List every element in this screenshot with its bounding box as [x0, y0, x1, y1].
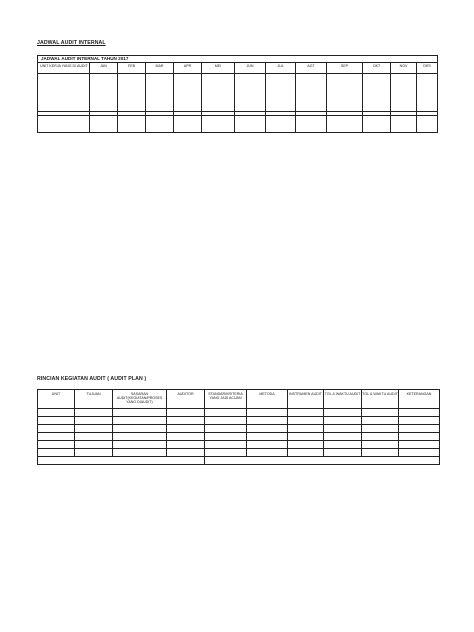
month-header: JAN — [90, 63, 118, 74]
table-row — [38, 433, 440, 441]
month-header: APR — [174, 63, 202, 74]
table-row — [38, 449, 440, 457]
plan-column-header: METODA — [247, 390, 288, 409]
month-header: SEP — [327, 63, 363, 74]
table-row — [38, 74, 438, 112]
schedule-heading: JADWAL AUDIT INTERNAL — [37, 40, 106, 46]
table-row — [38, 116, 438, 133]
table-row — [38, 425, 440, 433]
month-header: MAR — [146, 63, 174, 74]
month-header: JUL — [266, 63, 296, 74]
month-header: NOV — [391, 63, 417, 74]
table-row — [38, 441, 440, 449]
month-header: OKT — [363, 63, 391, 74]
month-header: DES — [417, 63, 438, 74]
unit-column-header: UNIT KERJA YANG DI AUDIT — [38, 63, 90, 74]
table-row — [38, 457, 440, 465]
audit-schedule-table — [37, 55, 438, 133]
schedule-table-title: JADWAL AUDIT INTERNAL TAHUN 2017 — [38, 56, 438, 63]
table-row — [38, 409, 440, 417]
table-row — [38, 417, 440, 425]
plan-column-header: TUJUAN — [75, 390, 113, 409]
plan-column-header: TGL & WAKTU AUDIT — [362, 390, 399, 409]
month-header: MEI — [202, 63, 235, 74]
month-header: FEB — [118, 63, 146, 74]
plan-column-header: TGL & WAKTU AUDIT — [324, 390, 362, 409]
month-header: JUN — [235, 63, 266, 74]
plan-column-header: KETERANGAN — [399, 390, 440, 409]
plan-column-header: SASARAN AUDIT(KEGIATAN/PROSES YANG DIAUDIT) — [113, 390, 167, 409]
plan-column-header: UNIT — [38, 390, 75, 409]
audit-plan-table — [37, 389, 440, 465]
plan-column-header: AUDITOR — [167, 390, 205, 409]
plan-column-header: INSTRUMEN AUDIT — [288, 390, 324, 409]
month-header: AGT — [296, 63, 327, 74]
plan-column-header: STANDAR/KRITERIA YANG JADI ACUAN — [205, 390, 247, 409]
plan-heading: RINCIAN KEGIATAN AUDIT ( AUDIT PLAN ) — [37, 376, 147, 382]
